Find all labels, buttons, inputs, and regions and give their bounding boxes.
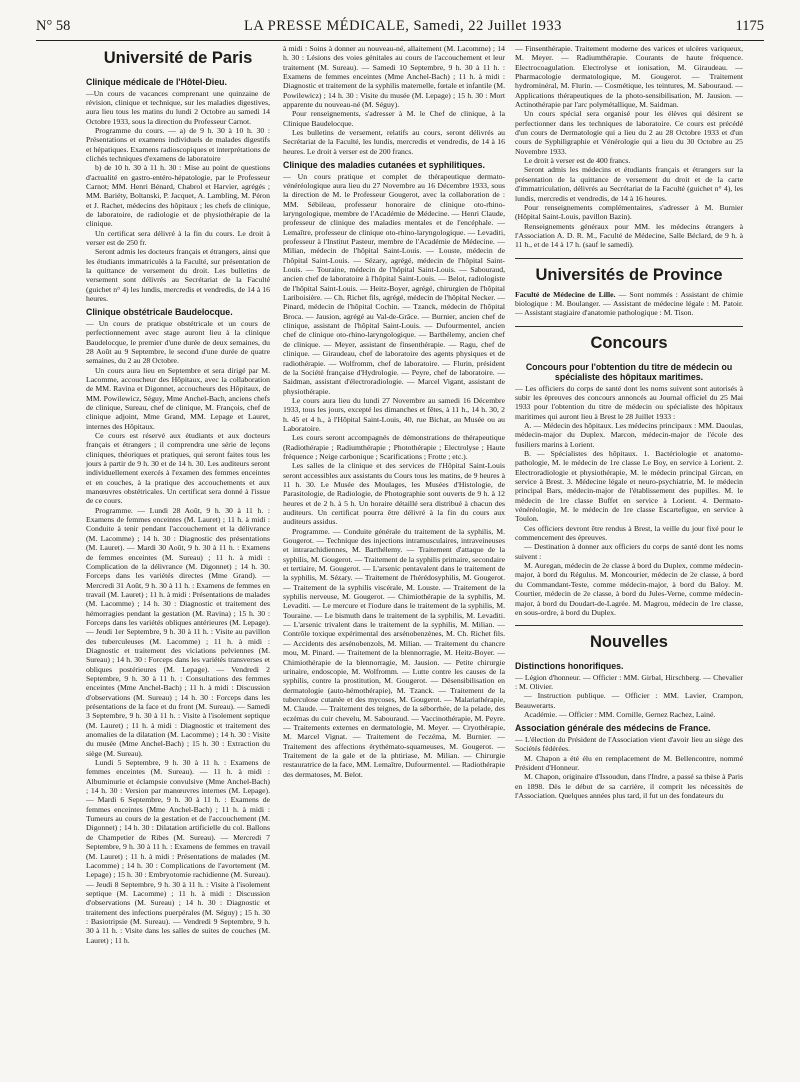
- article-text-lille: — Sont nommés : Assistant de chimie biologique : M. Boulanger. — Assistant de médecine légale : M. Patoir. — Assistant stagiaire d'anatomie pathologique : M. Tison.: [515, 289, 743, 318]
- page-number: N° 58: [36, 18, 71, 34]
- article-paragraph: A. — Médecin des hôpitaux. Les médecins principaux : MM. Daoulas, médecin-major du Duplex. Marcon, médecin-major de l'école des fusiliers marins à Lorient.: [515, 420, 743, 449]
- article-paragraph: Académie. — Officier : MM. Cornille, Gernez Rachez, Lainé.: [524, 710, 716, 720]
- article-paragraph: B. — Spécialistes des hôpitaux. 1. Bactériologie et anatomo-pathologie, M. le médecin de 1re classe Le Boy, en service à Lorient. 2. Electroradiologie et physiothérapie, M. le médecin principal Gircan, en service à Brest. 3. Médecine légale et neuro-psychiatrie, M. le médecin principal Bars, médecin-major de l'établissement des pupilles. M. le médecin de 1re classe Buffet en service à Lorient. 4. Dermato-vénéréologie, M. le médecin de 1re classe Escartefigue, en service à Toulon.: [515, 449, 743, 524]
- article-paragraph: M. Auregan, médecin de 2e classe à bord du Duplex, comme médecin-major, à bord du Régulus. M. Moncourier, médecin de 2e classe, à bord du Commandant-Teste, comme médecin-major, à bord du Baloy. M. Courtier, médecin de 2e classe, à bord du Jules-Verne, comme médecin-major, à bord du Doudart-de-Lagrée. M. Magrou, médecin de 1re classe, en sous-ordre, à bord du Duplex.: [515, 561, 743, 617]
- article-paragraph: Les salles de la clinique et des services de l'Hôpital Saint-Louis seront accessibles aux assistants du Cours tous les matins, de 9 heures à 11 h. 30. Le Musée des Moulages, les Musées d'Histologie, de Parasitologie, de Radiologie, de Photographie sont ouverts de 9 h. à 12 heures et de 2 h. à 5 h. Un horaire détaillé sera distribué à chacun des auditeurs. Un certificat pourra être délivré à la fin du cours aux auditeurs assidus.: [283, 461, 505, 527]
- section-title-concours: Concours: [515, 326, 743, 358]
- article-paragraph: — Instruction publique. — Officier : MM. Lavier, Crampon, Beauwerarts.: [515, 691, 743, 710]
- article-paragraph: Ces officiers devront être rendus à Brest, la veille du jour fixé pour le commencement des épreuves.: [515, 523, 743, 543]
- article-paragraph: b) de 10 h. 30 à 11 h. 30 : Mise au point de questions d'actualité en gastro-entéro-hépatologie, par le Professeur Carnot; MM. Henri Bénard, Chabrol et Harvier, agrégés ; MM. Bariéty, Boltanski, P. Jacquet, A. Lambling, M. Péron et J. Rachet, médecins des hôpitaux ; les chefs de clinique, de laboratoire, de radiologie et de physiothérapie de la clinique.: [86, 163, 270, 229]
- article-paragraph: Renseignements généraux pour MM. les médecins étrangers à l'Association A. D. R. M., Faculté de Médecine, Salle Béclard, de 9 h. à 11 h., et de 14 à 17 h. (sauf le samedi).: [515, 221, 743, 250]
- folio: 1175: [735, 18, 764, 34]
- article-paragraph: Un certificat sera délivré à la fin du cours. Le droit à verser est de 250 fr.: [86, 228, 270, 247]
- article-paragraph: Seront admis les docteurs français et étrangers, ainsi que les étudiants immatriculés à la Faculté, sur présentation de la quittance de versement du droit. Les bulletins de versement sont délivrés au Secrétariat de la Faculté (guichet n° 4) les lundis, mercredis et vendredis, de 14 à 16 heures.: [86, 247, 270, 304]
- article-paragraph: M. Chapon, originaire d'Issoudun, dans l'Indre, a passé sa thèse à Paris en 1898. Dès le début de sa carrière, il comprit les nécessités de l'Association. Quelques années plus tard, il fut un des fondateurs du: [515, 772, 743, 800]
- journal-title: LA PRESSE MÉDICALE, Samedi, 22 Juillet 1933: [243, 18, 562, 34]
- article-paragraph: — Destination à donner aux officiers du corps de santé dont les noms suivent :: [515, 542, 743, 561]
- section-title-province: Universités de Province: [515, 258, 743, 290]
- article-heading-concours: Concours pour l'obtention du titre de médecin ou spécialiste des hôpitaux maritimes.: [525, 361, 733, 383]
- article-heading-distinctions: Distinctions honorifiques.: [515, 661, 624, 672]
- section-title-paris: Université de Paris: [103, 49, 253, 67]
- article-paragraph: Un cours spécial sera organisé pour les élèves qui désirent se perfectionner dans les techniques de laboratoire. Ce cours est précédé d'un cours de Dermatologie qui a lieu du 2 au 28 Octobre 1933 et d'un cours de Syphiligraphie et Vénérologie qui a lieu du 30 Octobre au 25 Novembre 1933.: [515, 109, 743, 156]
- article-paragraph: Programme du cours. — a) de 9 h. 30 à 10 h. 30 : Présentations et examens individuels de malades digestifs et hépatiques. Examens radioscopiques et interprétations de clichés techniques d'examens de laboratoire: [86, 125, 270, 163]
- article-paragraph: — Finsenthérapie. Traitement moderne des varices et ulcères variqueux, M. Meyer. — Radiumthérapie. Courants de haute fréquence. Electrocoagulation. Electrolyse et ionisation, M. Giraudeau. — Pharmacologie dermatologique, M. Gougerot. — Traitement hydrominéral, M. Flurin. — Cosmétique, les teintures, M. Sabouraud. — Applications thérapeutiques de la photo-sensibilisation, M. Jausion. — Actinothérapie par l'arc polymétallique, M. Saidman.: [515, 44, 743, 110]
- article-paragraph: Pour renseignements, s'adresser à M. le Chef de clinique, à la Clinique Baudelocque.: [283, 109, 505, 128]
- article-paragraph: — L'élection du Président de l'Association vient d'avoir lieu au siège des Sociétés fédérées.: [515, 734, 743, 754]
- article-heading-association: Association générale des médecins de France.: [515, 723, 711, 734]
- column-3: [515, 44, 743, 1074]
- article-paragraph: — Les officiers du corps de santé dont les noms suivent sont autorisés à subir les épreuves des concours annoncés au Journal officiel du 25 Mai 1933 pour l'obtention du titre de médecin ou spécialiste des hôpitaux maritimes qui auront lieu à Brest le 28 Juillet 1933 :: [515, 383, 743, 421]
- article-paragraph: Un cours aura lieu en Septembre et sera dirigé par M. Lacomme, accoucheur des Hôpitaux, avec la collaboration de MM. Ravina et Digonnet, accoucheurs des Hôpitaux, de MM. Powilewicz, Séguy, Mme Anchel-Bach, anciens chefs de clinique, Sureau, chef de clinique, M. François, chef de clinique adjoint, Mme Grand, MM. Lepage et Lauret, internes des Hôpitaux.: [86, 365, 270, 431]
- article-paragraph: Le droit à verser est de 400 francs.: [524, 156, 631, 166]
- article-paragraph-lille: [515, 290, 743, 318]
- article-paragraph: Les cours seront accompagnés de démonstrations de thérapeutique (Radiothérapie ; Radiumthérapie ; Photothérapie ; Electrolyse ; Haute fréquence ; Neige carbonique ; Scarifications ; Frotte ; etc.).: [283, 433, 505, 461]
- article-paragraph: Programme. — Conduite générale du traitement de la syphilis, M. Gougerot. — Technique des injections intramusculaires, intraveineuses et intrarachidiennes, M. Barthélemy. — Traitement d'attaque de la syphilis, M. Gougerot. — Traitement de la syphilis primaire, secondaire et tertiaire, M. Gougerot. — L'arsenic pentavalent dans le traitement de la syphilis, M. Sézary. — Traitement de l'hérédosyphilis, M. Gougerot. — Traitement de la syphilis viscérale, M. Louste. — Traitement de la syphilis nerveuse, M. Gougerot. — Chimiothérapie de la syphilis, M. Levaditi. — Le mercure et l'iodure dans le traitement de la syphilis, M. Touraine. — Le bismuth dans le traitement de la syphilis, M. Levaditi. — L'arsenic trivalent dans le traitement de la syphilis, M. Milian. — Contrôle toxique expérimental des arsénobenzènes, M. Ch. Richet fils. — Accidents des arsénobenzols, M. Milian. — Traitement du chancre mou, M. Pinard. — Traitement de la blennorragie, M. Heitz-Boyer. — Chimiothérapie de la blennorragie, M. Jausion. — Petite chirurgie urinaire, endoscopie, M. Wolfromm. — Lutte contre les causes de la syphilis, contre la prostitution, M. Gougerot. — Désensibilisation en dermatologie (auto-hémothérapie), M. Tzanck. — Traitement de la tuberculose cutanée et des mycoses, M. Gougerot. — Malariathérapie, M. Claude. — Traitement des teignes, de la séborrhée, de la pelade, des eczémas du cuir chevelu, M. Sabouraud. — Vaccinothérapie, M. Peyre. — Traitements externes en dermatologie, M. Meyer. — Cryothérapie, M. Marcel Vignat. — Traitement de l'eczéma, M. Burnier. — Traitement des affections érythémato-squameuses, M. Gougerot. — Traitement de la gale et de la phtiriase, M. Milian. — Chirurgie restauratrice de la face, MM. Lemaître, Dufourmentel. — Radiothérapie des dermatoses, M. Belot.: [283, 526, 505, 779]
- article-paragraph: Le cours aura lieu du lundi 27 Novembre au samedi 16 Décembre 1933, tous les jours, excepté les dimanches et fêtes, à 11 h., 14 h. 30, 2 h. 45 et 4 h., à l'Hôpital Saint-Louis, 40, rue Bichat, au Musée ou au Laboratoire.: [283, 395, 505, 433]
- running-head: [36, 18, 764, 41]
- article-paragraph: à midi : Soins à donner au nouveau-né, allaitement (M. Lacomme) ; 14 h. 30 : Lésions des voies génitales au cours de l'accouchement et leur traitement (M. Sureau). — Samedi 10 Septembre, 9 h. 30 à 11 h. : Examens de femmes enceintes (Mme Anchel-Bach) ; 11 h. à midi : Diagnostic et traitement de la syphilis maternelle, fœtale et infantile (M. Powilewicz) ; 14 h. 30 : Visite du musée (M. Lepage) ; 15 h. 30 : Mort apparente du nouveau-né (M. Séguy).: [283, 44, 505, 110]
- column-2: [283, 44, 505, 1074]
- article-paragraph: Ce cours est réservé aux étudiants et aux docteurs français et étrangers ; il comprendra une série de leçons cliniques, théoriques et pratiques, qui seront faites tous les jours à partir de 9 h. 30 et de 14 h. 30. Les auditeurs seront individuellement exercés à l'examen des femmes enceintes et en couches, à la pratique des accouchements et aux manœuvres obstétricales. Un certificat sera donné à l'issue de ce cours.: [86, 431, 270, 506]
- article-paragraph: — Un cours de pratique obstétricale et un cours de perfectionnement avec stage auront lieu à la clinique Baudelocque, le premier d'une durée de deux semaines, du 28 Août au 9 Septembre, le second d'une durée de quatre semaines, du 2 au 28 Octobre.: [86, 318, 270, 366]
- article-paragraph: M. Chapon a été élu en remplacement de M. Bellencontre, nommé Président d'Honneur.: [515, 753, 743, 772]
- article-paragraph: Programme. — Lundi 28 Août, 9 h. 30 à 11 h. : Examens de femmes enceintes (M. Lauret) ; 11 h. à midi : Conduite à tenir pendant l'accouchement et la délivrance (M. Lacomme) ; 14 h. 30 : Diagnostic des présentations (M. Lauret). — Mardi 30 Août, 9 h. 30 à 11 h. : Examens de femmes enceintes (M. Sureau) ; 11 h. à midi : Complication de la délivrance (M. Digonnet) ; 14 h. 30. Forceps dans les variétés directes (Mme Grand). — Mercredi 31 Août, 9 h. 30 à 11 h. : Examens de femmes en travail (M. Lauret) ; 11 h. à midi : Présentations de malades (M. Lacomme) ; 14 h. 30 : Diagnostic et traitement des hémorragies pendant la gestation (M. Ravina) ; 15 h. 30 : Forceps dans les variétés obliques antérieures (M. Lepage). — Jeudi 1er Septembre, 9 h. 30 à 11 h. : Visite au pavillon des tuberculeuses (M. Lacomme) ; 11 h. à midi : Diagnostic et traitement des viciations pelviennes (M. Sureau) ; 14 h. 30 : Forceps dans les variétés transverses et obliques postérieures (M. Lepage). — Vendredi 2 Septembre, 9 h. 30 à 11 h. : Consultations des femmes enceintes (Mme Anchel-Bach) ; 11 h. à midi : Discussion d'observations (M. Sureau) ; 14 h. 30 : Forceps dans les présentations de la face et du front (M. Sureau). — Samedi 3 Septembre, 9 h. 30 à 11 h. : Visite à l'isolement septique (M. Lauret) ; 11 h. à midi : Diagnostic et traitement des anomalies de la dilatation (M. Lacomme) ; 14 h. 30 : Visite du musée (Mme Anchel-Bach) ; 15 h. 30 : Extraction du siège (M. Sureau).: [86, 505, 270, 758]
- article-heading-hotel-dieu: Clinique médicale de l'Hôtel-Dieu.: [86, 77, 227, 87]
- article-heading-syphilis: Clinique des maladies cutanées et syphilitiques.: [283, 160, 485, 171]
- article-heading-baudelocque: Clinique obstétricale Baudelocque.: [86, 307, 233, 318]
- article-paragraph: —Un cours de vacances comprenant une quinzaine de révision, clinique et technique, sur les maladies digestives, aura lieu tous les matins du lundi 2 Octobre au samedi 14 Octobre 1933, sous la direction du Professeur Carnot.: [86, 88, 270, 126]
- article-paragraph: — Un cours pratique et complet de thérapeutique dermato-vénéréologique aura lieu du 27 Novembre au 16 Décembre 1933, sous la direction de M. le Professeur Gougerot, avec la collaboration de : MM. Sébileau, professeur honoraire de clinique oto-rhino-laryngologique, membre de l'Académie de Médecine. — Henri Claude, professeur de clinique des maladies mentales et de l'encéphale. — Lemaître, professeur de clinique oto-rhino-laryngologique. — Levaditi, professeur à l'Institut Pasteur, membre de l'Académie de Médecine. — Milian, médecin de l'hôpital Saint-Louis. — Louste, médecin de l'hôpital Saint-Louis. — Sézary, agrégé, médecin de l'hôpital Saint-Louis. — Touraine, médecin de l'hôpital Saint-Louis. — Sabouraud, ancien chef de laboratoire à l'hôpital Saint-Louis. — Belot, radiologiste de l'hôpital Saint-Louis. — Heitz-Boyer, agrégé, chirurgien de l'hôpital Lariboisière. — Ch. Richet fils, agrégé, médecin de l'hôpital Necker. — Pinard, médecin de l'hôpital Cochin. — Tzanck, médecin de l'hôpital Broca. — Jausion, agrégé au Val-de-Grâce. — Burnier, ancien chef de clinique, assistant de l'hôpital Saint-Louis. — Dufourmentel, ancien chef de clinique oto-rhino-laryngologique. — Barthélemy, ancien chef de clinique. — Meyer, assistant de finsenthérapie. — Ragu, chef de clinique. — Giraudeau, chef de laboratoire des agents physiques et de radiothérapie. — Wolfromm, chef de laboratoire. — Flurin, président de la Société française d'Hydrologie. — Peyre, chef de laboratoire. — Saidman, assistant d'électroradiologie. — Marcel Vigant, assistant de physiothérapie.: [283, 171, 505, 396]
- article-paragraph: Pour renseignements complémentaires, s'adresser à M. Burnier (Hôpital Saint-Louis, pavillon Bazin).: [515, 202, 743, 222]
- article-paragraph: — Légion d'honneur. — Officier : MM. Girbal, Hirschberg. — Chevalier : M. Olivier.: [515, 672, 743, 692]
- article-heading-lille: Faculté de Médecine de Lille.: [515, 289, 616, 299]
- column-1: [86, 44, 270, 1074]
- article-paragraph: Seront admis les médecins et étudiants français et étrangers sur la présentation de la quittance de versement du droit et de la carte d'immatriculation, délivrés au Secrétariat de la Faculté (guichet n° 4), les lundis, mercredis et vendredis, de 14 à 16 heures.: [515, 165, 743, 203]
- article-paragraph: Les bulletins de versement, relatifs au cours, seront délivrés au Secrétariat de la Faculté, les lundis, mercredis et vendredis, de 14 à 16 heures. Le droit à verser est de 200 francs.: [283, 128, 505, 156]
- section-title-nouvelles: Nouvelles: [515, 625, 743, 657]
- article-paragraph: Lundi 5 Septembre, 9 h. 30 à 11 h. : Examens de femmes enceintes (M. Sureau). — 11 h. à midi : Albuminurie et éclampsie convulsive (Mme Anchel-Bach) ; 14 h. 30 : Version par manœuvres internes (M. Lepage). — Mardi 6 Septembre, 9 h. 30 à 11 h. : Examens de femmes enceintes (Mme Anchel-Bach) ; 11 h. à midi : Tumeurs au cours de la gestation et de l'accouchement (M. Digonnet) ; 14 h. 30 : Dilatation artificielle du col. Ballons de Champetier de Ribes (M. Sureau). — Mercredi 7 Septembre, 9 h. 30 à 11 h. : Examens de femmes en travail (M. Lauret) ; 11 h. à midi : Présentations de malades (M. Lacomme) ; 14 h. 30 : Complications de l'avortement (M. Lepage) ; 15 h. 30 : Embryotomie rachidienne (M. Sureau). — Jeudi 8 Septembre, 9 h. 30 à 11 h. : Visite à l'isolement septique (M. Lacomme) ; 11 h. à midi : Discussion d'observations (M. Sureau) ; 14 h. 30 : Diagnostic et traitement des infections puerpérales (M. Séguy) ; 15 h. 30 : Basiotripsie (M. Sureau). — Vendredi 9 Septembre, 9 h. 30 à 11 h. : Visite dans les salles de suites de couches (M. Lauret) ; 11 h.: [86, 758, 270, 945]
